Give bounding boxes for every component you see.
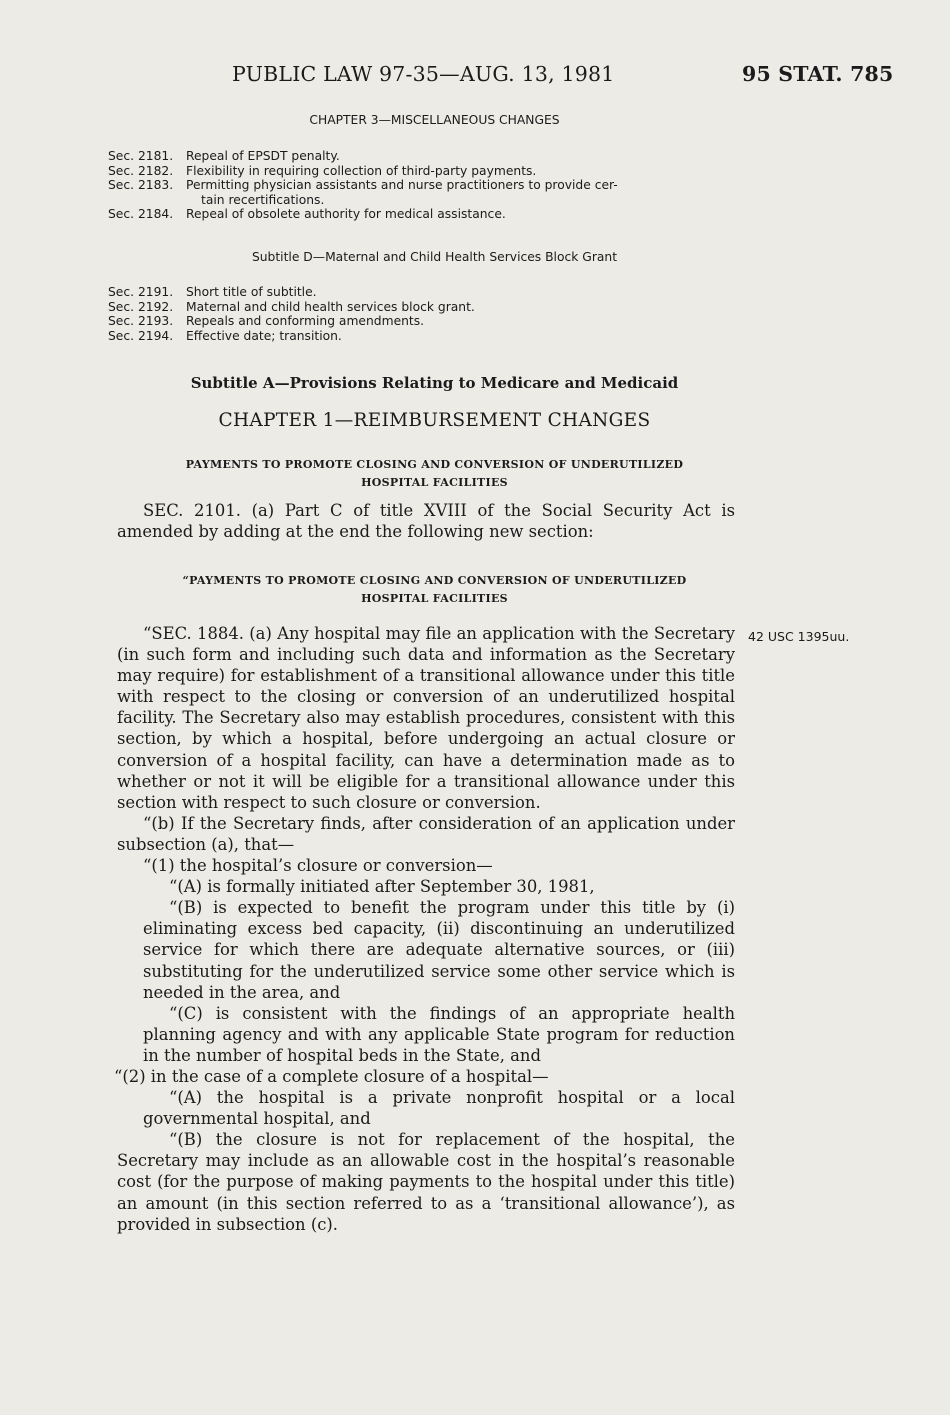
toc-item-number: Sec. 2184. — [108, 207, 174, 222]
subsection-a-text: “SEC. 1884. (a) Any hospital may file an application with the Secretary (in such form and including such data and information as the Secretary may require) for establishment of a transitional allowance under this title with respect to the closing or conversion of an underutilized hospital facility. The Secretary also may establish procedures, consistent with this section, by which a hospital, before undergoing an actual closure or conversion of a hospital facility, can have a determination made as to whether or not it will be eligible for a transitional allowance under this section with respect to such closure or conversion. — [117, 624, 735, 812]
paragraph-b1: “(1) the hospital’s closure or conversion— — [143, 856, 493, 876]
toc-item-number: Sec. 2191. — [108, 285, 174, 299]
section-heading-line: PAYMENTS TO PROMOTE CLOSING AND CONVERSION OF UNDERUTILIZED — [185, 458, 684, 471]
paragraph-b1a: “(A) is formally initiated after September 30, 1981, — [169, 877, 595, 897]
toc-item-text: Short title of subtitle. — [186, 285, 317, 299]
toc-item-number: Sec. 2193. — [108, 314, 174, 329]
chapter1-heading: CHAPTER 1—REIMBURSEMENT CHANGES — [218, 410, 651, 431]
toc-item-text: tain recertifications. — [201, 192, 325, 207]
toc-item — [108, 329, 475, 344]
toc-item — [108, 314, 475, 329]
toc-item-number: Sec. 2181. — [108, 149, 174, 163]
toc-item — [108, 178, 618, 193]
paragraph-b1c: “(C) is consistent with the findings of an appropriate health planning agency and with any applicable State program for reduction in the number of hospital beds in the State, and — [143, 1003, 735, 1065]
subtitle-d-toc — [108, 285, 475, 343]
toc-item — [108, 300, 475, 315]
section-heading-line: HOSPITAL FACILITIES — [361, 476, 508, 489]
chapter3-heading: CHAPTER 3—MISCELLANEOUS CHANGES — [309, 113, 560, 127]
chapter3-toc — [108, 149, 618, 222]
subtitle-a-heading: Subtitle A—Provisions Relating to Medicare and Medicaid — [190, 374, 679, 392]
toc-item — [108, 149, 618, 164]
toc-item-continuation — [108, 193, 618, 208]
subtitle-d-heading: Subtitle D—Maternal and Child Health Services Block Grant — [251, 250, 618, 264]
toc-item-number: Sec. 2192. — [108, 299, 174, 314]
paragraph-b2: “(2) in the case of a complete closure of a hospital— — [114, 1066, 549, 1086]
paragraph-b2b: “(B) the closure is not for replacement of the hospital, the Secretary may include as an allowable cost in the hospital’s reasonable cost (for the purpose of making payments to the hospital under this title) an amount (in this section referred to as a ‘transitional allowance’), as provided in subsection (c). — [117, 1130, 735, 1234]
toc-item-text: Flexibility in requiring collection of third-party payments. — [186, 163, 537, 178]
toc-item-text: Repeals and conforming amendments. — [186, 314, 425, 329]
toc-item — [108, 207, 618, 222]
page-header-title: PUBLIC LAW 97-35—AUG. 13, 1981 — [232, 62, 615, 86]
toc-item — [108, 164, 618, 179]
toc-item-text: Maternal and child health services block grant. — [186, 299, 475, 314]
section-heading — [108, 456, 761, 492]
section-1884-body — [114, 623, 735, 1235]
toc-item-text: Effective date; transition. — [186, 328, 342, 343]
margin-note-citation: 42 USC 1395uu. — [748, 629, 850, 644]
section-2101-text: SEC. 2101. (a) Part C of title XVIII of the Social Security Act is amended by adding at the end the following new section: — [117, 501, 735, 542]
section-heading-line: “PAYMENTS TO PROMOTE CLOSING AND CONVERSION OF UNDERUTILIZED — [182, 574, 687, 587]
toc-item — [108, 285, 475, 300]
toc-item-text: Permitting physician assistants and nurse practitioners to provide cer- — [186, 178, 618, 193]
toc-item-number: Sec. 2182. — [108, 163, 174, 178]
page-header-stat: 95 STAT. 785 — [742, 62, 894, 86]
toc-item-number: Sec. 2183. — [108, 178, 174, 193]
paragraph-b2a: “(A) the hospital is a private nonprofit hospital or a local governmental hospital, and — [143, 1088, 735, 1129]
paragraph-b1b: “(B) is expected to benefit the program under this title by (i) eliminating excess bed capacity, (ii) discontinuing an underutilized service for which there are adequate alternative sources, or (iii) substituting for the underutilized service some other service which is needed in the area, and — [143, 898, 735, 1002]
toc-item-number: Sec. 2194. — [108, 328, 174, 343]
section-heading-line: HOSPITAL FACILITIES — [361, 592, 508, 605]
toc-item-text: Repeal of obsolete authority for medical assistance. — [186, 207, 506, 222]
quoted-section-heading — [108, 572, 761, 608]
toc-item-text: Repeal of EPSDT penalty. — [186, 149, 340, 163]
subsection-b-intro: “(b) If the Secretary finds, after consideration of an application under subsection (a), that— — [117, 813, 735, 854]
